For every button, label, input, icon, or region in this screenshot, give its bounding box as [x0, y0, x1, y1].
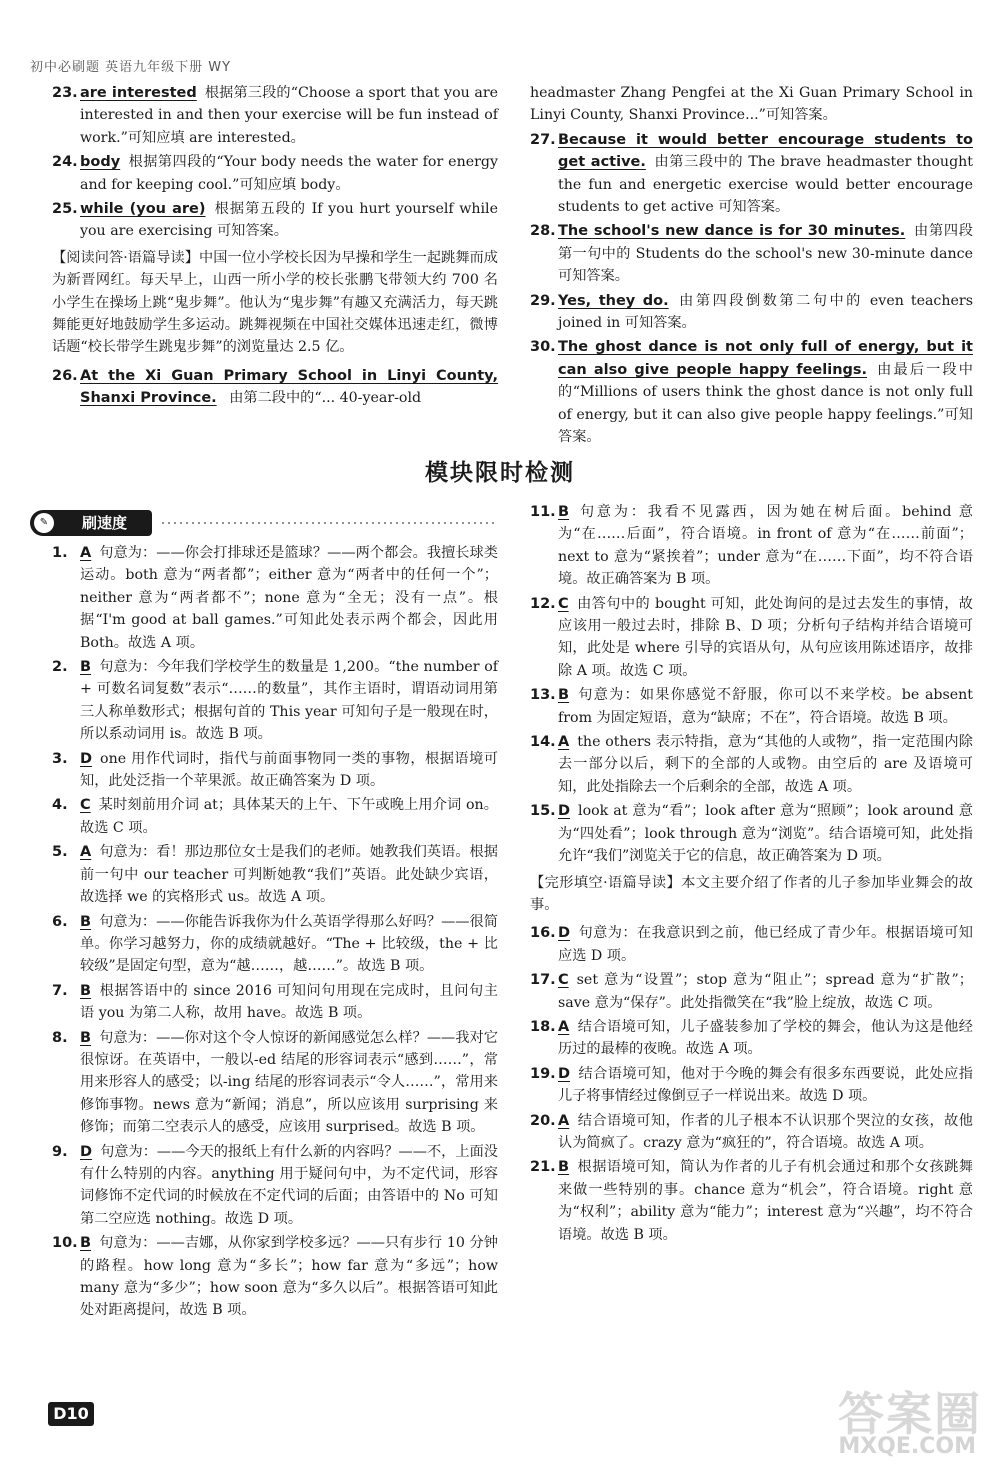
item-explanation: 由第二段中的“... 40-year-old	[229, 390, 422, 407]
item-explanation: 句意为：——你能告诉我你为什么英语学得那么好吗？——很简单。你学习越努力，你的成绩就越好。“The + 比较级，the + 比较级”是固定句型，意为“越……，越……”。故选 B 项。	[80, 913, 498, 975]
item-answer: body	[80, 154, 121, 171]
item-explanation: 句意为：今年我们学校学生的数量是 1,200。“the number of + 可数名词复数”表示“……的数量”，其作主语时，谓语动词用第三人称单数形式；根据句首的 This year 可知句子是一般现在时，所以系动词用 is。故选 B 项。	[80, 659, 498, 743]
bottom-left-column	[52, 542, 498, 1324]
item-answer: The ghost dance is not only full of energy, but it can also give people happy feelings.	[558, 339, 973, 378]
item-explanation: 根据第五段的 If you hurt yourself while you are exercising 可知答案。	[80, 201, 498, 240]
answer-item-26	[52, 365, 498, 410]
item-explanation: 由答句中的 bought 可知，此处询问的是过去发生的事情，故应该用一般过去时，排除 B、D 项；分析句子结构并结合语境可知，此处是 where 引导的宾语从句，从句应该用陈述语序，故排除 A 项。故选 C 项。	[558, 595, 973, 679]
item-answer: Yes, they do.	[558, 292, 669, 309]
bottom-right-column	[530, 501, 973, 1248]
item-number: 13.	[530, 687, 556, 704]
item-number: 30.	[530, 339, 556, 356]
answer-item	[530, 1063, 973, 1108]
continued-text: headmaster Zhang Pengfei at the Xi Guan Primary School in Linyi County, Shanxi Province...”可知答案。	[530, 85, 973, 124]
answer-item	[52, 542, 498, 654]
item-number: 18.	[530, 1018, 556, 1035]
item-explanation: 根据第三段的“Choose a sport that you are interested in and then your exercise will be fun instead of work.”可知应填 are interested。	[80, 85, 499, 146]
item-number: 29.	[530, 292, 556, 309]
item-number: 15.	[530, 803, 556, 820]
item-number: 9.	[52, 1143, 68, 1160]
answer-item	[530, 290, 973, 335]
item-explanation: 根据答语中的 since 2016 可知问句用现在完成时，且问句主语 you 为第二人称，故用 have。故选 B 项。	[80, 982, 498, 1022]
item-explanation: 根据第四段的“Your body needs the water for energy and for keeping cool.”可知应填 body。	[80, 154, 498, 193]
answer-item	[530, 336, 973, 448]
answer-item	[52, 1027, 498, 1139]
item-number: 3.	[52, 750, 68, 767]
item-explanation: 句意为：看！那边那位女士是我们的老师。她教我们英语。根据前一句中 our teacher 可判断她教“我们”英语。此处缺少宾语，故选择 we 的宾格形式 us。故选 A 项。	[80, 844, 498, 906]
page-number: D10	[48, 1402, 94, 1426]
item-number: 19.	[530, 1065, 556, 1082]
answer-item	[530, 1110, 973, 1155]
item-number: 14.	[530, 734, 556, 751]
answer-item	[530, 220, 973, 287]
item-number: 7.	[52, 982, 68, 999]
answer-item	[530, 501, 973, 591]
answer-item	[52, 748, 498, 793]
item-answer: C	[558, 972, 569, 989]
item-answer: A	[80, 844, 92, 861]
answer-item	[530, 129, 973, 219]
item-number: 28.	[530, 223, 556, 240]
answer-item	[52, 151, 498, 196]
answer-item	[52, 656, 498, 746]
answer-item	[530, 922, 973, 967]
item-explanation: 句意为：——吉娜，从你家到学校多远？——只有步行 10 分钟的路程。how long 意为“多长”；how far 意为“多远”；how many 意为“多少”；how soon 意为“多久以后”。根据答语可知此处对距离提问，故选 B 项。	[80, 1235, 498, 1319]
reading-guide: 【阅读问答·语篇导读】中国一位小学校长因为早操和学生一起跳舞而成为新晋网红。每天早上，山西一所小学的校长张鹏飞带领大约 700 名小学生在操场上跳“鬼步舞”。他认为“鬼步舞”有趣又充满活力，每天跳舞能更好地鼓励学生多运动。跳舞视频在中国社交媒体迅速走红，微博话题“校长带学生跳鬼步舞”的浏览量达 2.5 亿。	[52, 249, 498, 356]
item-number: 6.	[52, 913, 68, 930]
answer-item	[52, 82, 498, 149]
item-explanation: 句意为：我看不见露西，因为她在树后面。behind 意为“在……后面”，符合语境。in front of 意为“在……前面”；next to 意为“紧挨着”；under 意为“在……下面”，均不符合语境。故正确答案为 B 项。	[558, 504, 973, 588]
item-answer: are interested	[80, 85, 197, 101]
item-explanation: 句意为：如果你感觉不舒服，你可以不来学校。be absent from 为固定短语，意为“缺席；不在”，符合语境。故选 B 项。	[558, 687, 973, 726]
item-explanation: set 意为“设置”；stop 意为“阻止”；spread 意为“扩散”；save 意为“保存”。此处指微笑在“我”脸上绽放，故选 C 项。	[558, 972, 973, 1011]
item-number: 24.	[52, 154, 78, 171]
item-answer: B	[80, 982, 92, 999]
top-right-column	[530, 82, 973, 451]
item-explanation: 由最后一段中的“Millions of users think the ghost dance is not only full of energy, but it can also give people happy feelings.”可知答案。	[558, 361, 973, 446]
item-number: 17.	[530, 972, 556, 989]
item-explanation: the others 表示特指，意为“其他的人或物”，指一定范围内除去一部分以后，剩下的全部的人或物。由空后的 are 及语境可知，此处指除去一个后剩余的全部，故选 A 项。	[558, 734, 973, 795]
item-answer: At the Xi Guan Primary School in Linyi County, Shanxi Province.	[80, 367, 498, 407]
item-answer: B	[80, 913, 92, 930]
item-answer: D	[558, 925, 571, 942]
item-answer: B	[80, 1029, 92, 1046]
item-explanation: 根据语境可知，简认为作者的儿子有机会通过和那个女孩跳舞来做一些特别的事。chance 意为“机会”，符合语境。right 意为“权利”；ability 意为“能力”；interest 意为“兴趣”，均不符合语境。故选 B 项。	[558, 1159, 973, 1243]
item-explanation: one 用作代词时，指代与前面事物同一类的事物，根据语境可知，此处泛指一个苹果派。故正确答案为 D 项。	[80, 750, 498, 790]
answer-item	[52, 1232, 498, 1322]
item-answer: A	[80, 545, 92, 561]
item-number: 26.	[52, 367, 78, 384]
answer-item	[52, 841, 498, 908]
item-number: 8.	[52, 1029, 68, 1046]
page-header: 初中必刷题 英语九年级下册 WY	[30, 60, 232, 75]
answer-item	[530, 800, 973, 867]
item-answer: B	[80, 659, 92, 676]
watermark-logo-text: 答案圈	[838, 1387, 982, 1441]
item-answer: The school's new dance is for 30 minutes.	[558, 223, 906, 240]
item-number: 20.	[530, 1112, 556, 1129]
answer-item	[52, 794, 498, 839]
item-number: 25.	[52, 201, 78, 218]
item-number: 21.	[530, 1159, 556, 1176]
item-answer: C	[558, 595, 569, 612]
item-answer: B	[558, 504, 570, 520]
speed-badge	[30, 510, 496, 536]
answer-item	[52, 980, 498, 1025]
item-number: 5.	[52, 844, 68, 861]
item-answer: A	[558, 1018, 570, 1035]
item-answer: B	[80, 1235, 92, 1252]
badge-label: 刷速度	[82, 514, 128, 532]
answer-item	[530, 731, 973, 798]
dotted-divider	[160, 522, 496, 524]
item-explanation: 某时刻前用介词 at；具体某天的上午、下午或晚上用介词 on。故选 C 项。	[80, 797, 498, 836]
item-answer: C	[80, 797, 91, 814]
item-explanation: 句意为：——你对这个令人惊讶的新闻感觉怎么样？——我对它很惊讶。在英语中，一般以-ed 结尾的形容词表示“感到……”，常用来形容人的感受；以-ing 结尾的形容词表示“令人……”，常用来修饰事物。news 意为“新闻；消息”，所以应该用 surprising 来修饰；而第二空表示人的感受，应该用 surprised。故选 B 项。	[80, 1029, 498, 1136]
answer-item	[530, 1016, 973, 1061]
item-answer: while (you are)	[80, 201, 206, 218]
item-answer: D	[558, 803, 571, 820]
item-explanation: 句意为：——今天的报纸上有什么新的内容吗？——不，上面没有什么特别的内容。anything 用于疑问句中，为不定代词，形容词修饰不定代词的时候放在不定代词的后面；由答语中的 No 可知第二空应选 nothing。故选 D 项。	[80, 1143, 498, 1227]
item-number: 10.	[52, 1235, 78, 1252]
answer-item	[530, 969, 973, 1014]
section-title: 模块限时检测	[425, 460, 575, 486]
pencil-icon: ✎	[34, 513, 54, 533]
item-answer: A	[558, 734, 570, 751]
watermark	[782, 1378, 982, 1464]
item-answer: D	[80, 750, 93, 767]
item-explanation: 结合语境可知，作者的儿子根本不认识那个哭泣的女孩，故他认为简疯了。crazy 意为“疯狂的”，符合语境。故选 A 项。	[558, 1112, 973, 1151]
item-explanation: 结合语境可知，儿子盛装参加了学校的舞会，他认为这是他经历过的最棒的夜晚。故选 A 项。	[558, 1018, 973, 1058]
answer-item	[530, 593, 973, 683]
item-explanation: 由第四段倒数第二句中的 even teachers joined in 可知答案。	[558, 292, 973, 332]
watermark-url: MXQE.COM	[838, 1434, 976, 1459]
item-number: 27.	[530, 131, 556, 148]
item-explanation: 句意为：——你会打排球还是篮球？——两个都会。我擅长球类运动。both 意为“两者都”；either 意为“两者中的任何一个”；neither 意为“两者都不”；none 意为“全无；没有一点”。根据“I'm good at ball games.”可知此处表示两个都会，因此用 Both。故选 A 项。	[80, 545, 498, 651]
item-answer: B	[558, 1159, 570, 1176]
item-explanation: look at 意为“看”；look after 意为“照顾”；look around 意为“四处看”；look through 意为“浏览”。结合语境可知，此处指允许“我们”浏览关于它的信息，故正确答案为 D 项。	[558, 803, 973, 865]
item-answer: B	[558, 687, 570, 704]
item-number: 1.	[52, 545, 68, 561]
item-answer: D	[80, 1143, 93, 1160]
item-number: 4.	[52, 797, 68, 814]
item-answer: Because it would better encourage students to get active.	[558, 131, 973, 171]
item-answer: A	[558, 1112, 570, 1129]
answer-item	[530, 1156, 973, 1246]
item-number: 16.	[530, 925, 556, 942]
answer-item	[52, 198, 498, 243]
answer-item	[52, 911, 498, 978]
answer-item	[52, 1141, 498, 1231]
top-left-column	[52, 82, 498, 412]
item-answer: D	[558, 1065, 571, 1082]
item-explanation: 句意为：在我意识到之前，他已经成了青少年。根据语境可知应选 D 项。	[558, 925, 973, 964]
item-number: 11.	[530, 504, 556, 520]
item-number: 23.	[52, 85, 78, 101]
item-number: 2.	[52, 659, 68, 676]
item-explanation: 由第三段中的 The brave headmaster thought the fun and energetic exercise would better encourage students to get active 可知答案。	[558, 154, 973, 216]
item-number: 12.	[530, 595, 556, 612]
cloze-guide: 【完形填空·语篇导读】本文主要介绍了作者的儿子参加毕业舞会的故事。	[530, 874, 973, 913]
answer-item	[530, 684, 973, 729]
item-explanation: 结合语境可知，他对于今晚的舞会有很多东西要说，此处应指儿子将事情经过像倒豆子一样说出来。故选 D 项。	[558, 1065, 973, 1105]
item-explanation: 由第四段第一句中的 Students do the school's new 30-minute dance 可知答案。	[558, 223, 973, 285]
